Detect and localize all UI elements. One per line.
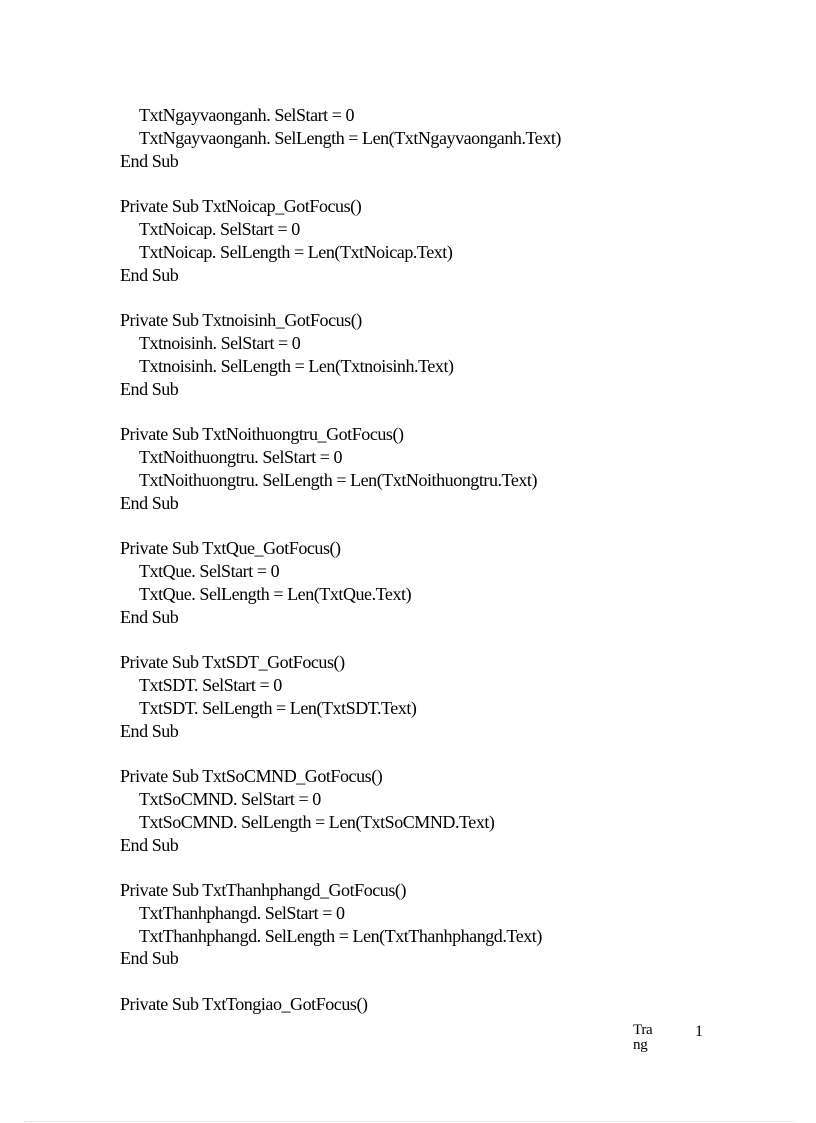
code-line: Txtnoisinh. SelLength = Len(Txtnoisinh.Text) [139, 355, 454, 376]
code-line: TxtThanhphangd. SelLength = Len(TxtThanhphangd.Text) [139, 925, 542, 946]
page-bottom-divider [24, 1121, 794, 1122]
code-line: Private Sub TxtSoCMND_GotFocus() [120, 766, 383, 787]
code-line: End Sub [120, 606, 179, 627]
code-line: TxtSDT. SelStart = 0 [139, 674, 282, 695]
code-line: TxtQue. SelStart = 0 [139, 560, 280, 581]
code-line: TxtSoCMND. SelStart = 0 [139, 788, 321, 809]
code-line: End Sub [120, 492, 179, 513]
code-line: Txtnoisinh. SelStart = 0 [139, 332, 301, 353]
code-line: End Sub [120, 150, 179, 171]
code-line: Private Sub TxtSDT_GotFocus() [120, 652, 345, 673]
code-line: TxtNoicap. SelLength = Len(TxtNoicap.Text) [139, 241, 453, 262]
blank-line [120, 400, 720, 423]
blank-line [120, 628, 720, 651]
code-line: TxtSoCMND. SelLength = Len(TxtSoCMND.Text) [139, 811, 495, 832]
code-line: End Sub [120, 378, 179, 399]
code-line: End Sub [120, 948, 179, 969]
code-line: TxtNoithuongtru. SelStart = 0 [139, 446, 343, 467]
blank-line [120, 970, 720, 993]
code-line: TxtNgayvaonganh. SelLength = Len(TxtNgayvaonganh.Text) [139, 127, 561, 148]
code-line: TxtNoithuongtru. SelLength = Len(TxtNoithuongtru.Text) [139, 469, 538, 490]
code-line: TxtThanhphangd. SelStart = 0 [139, 902, 345, 923]
code-line: TxtSDT. SelLength = Len(TxtSDT.Text) [139, 697, 417, 718]
blank-line [120, 172, 720, 195]
code-line: End Sub [120, 264, 179, 285]
code-line: Private Sub Txtnoisinh_GotFocus() [120, 310, 362, 331]
blank-line [120, 286, 720, 309]
code-line: Private Sub TxtTongiao_GotFocus() [120, 994, 368, 1015]
blank-line [120, 856, 720, 879]
code-listing [120, 104, 720, 1016]
code-line: End Sub [120, 720, 179, 741]
code-line: TxtNoicap. SelStart = 0 [139, 218, 300, 239]
code-line: Private Sub TxtThanhphangd_GotFocus() [120, 880, 406, 901]
code-line: TxtQue. SelLength = Len(TxtQue.Text) [139, 583, 412, 604]
page-footer-label: Trang [633, 1022, 653, 1053]
code-line: TxtNgayvaonganh. SelStart = 0 [139, 105, 355, 125]
code-line: Private Sub TxtNoicap_GotFocus() [120, 196, 362, 217]
code-line: Private Sub TxtNoithuongtru_GotFocus() [120, 424, 404, 445]
page-number: 1 [695, 1023, 703, 1040]
code-line: Private Sub TxtQue_GotFocus() [120, 538, 341, 559]
blank-line [120, 514, 720, 537]
code-line: End Sub [120, 834, 179, 855]
blank-line [120, 742, 720, 765]
